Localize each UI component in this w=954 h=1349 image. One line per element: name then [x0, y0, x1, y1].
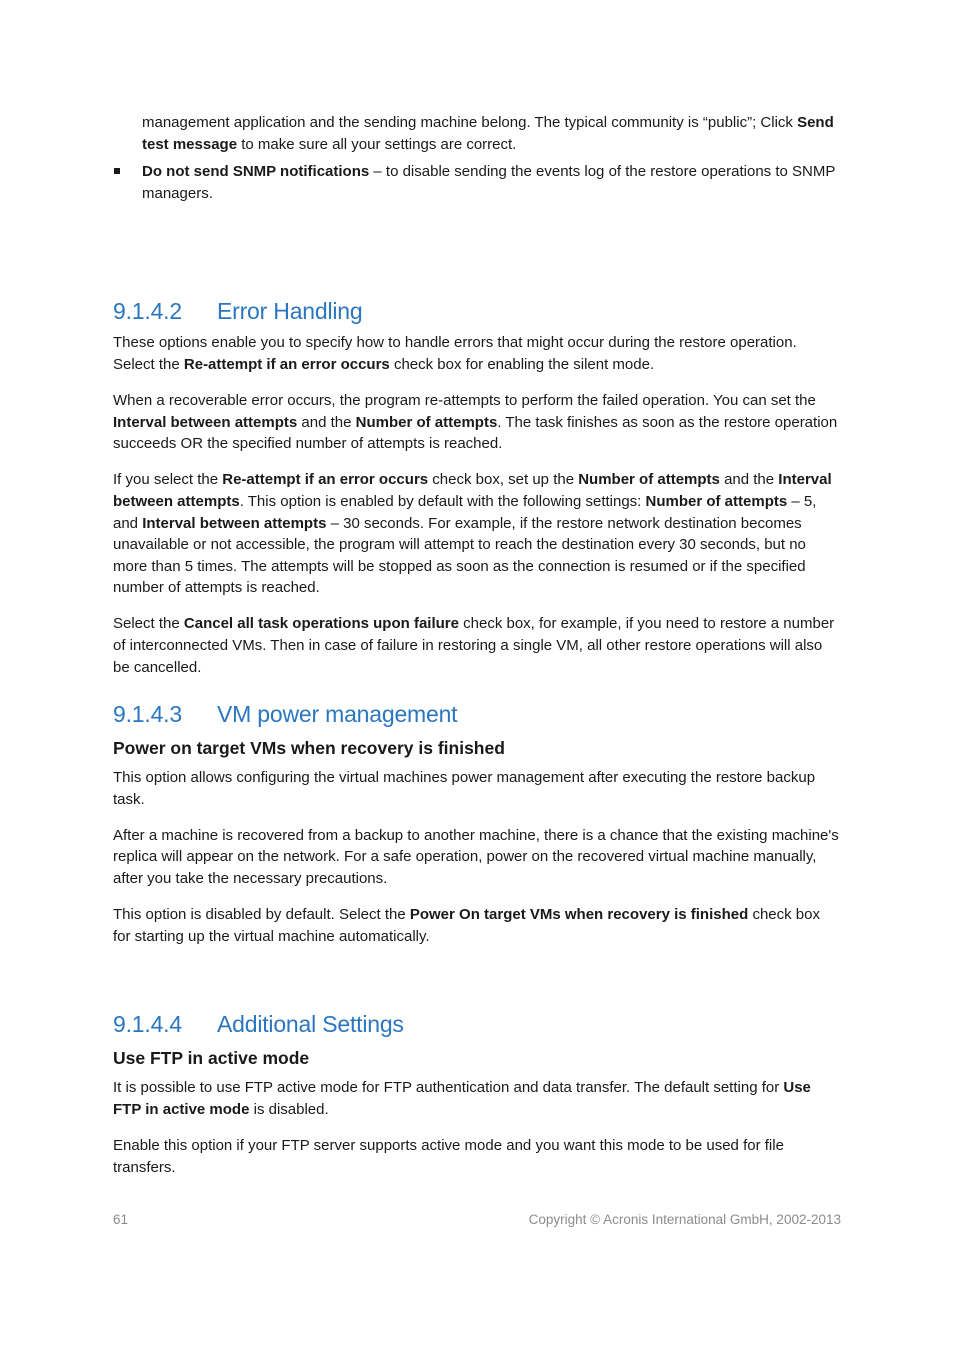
- page-footer: [113, 1212, 841, 1227]
- paragraph: When a recoverable error occurs, the program re-attempts to perform the failed operation. You can set the Interval between attempts and the Number of attempts. The task finishes as soon as the restore operation succeeds OR the specified number of attempts is reached.: [113, 392, 838, 453]
- paragraph: Enable this option if your FTP server supports active mode and you want this mode to be used for file transfers.: [113, 1137, 784, 1176]
- paragraph: If you select the Re-attempt if an error occurs check box, set up the Number of attempts and the Interval between attempts. This option is enabled by default with the following settings: Number of attempts – 5, and Interval between attempts – 30 seconds. For example, if the restore network destination becomes unavailable or not accessible, the program will attempt to reach the destination every 30 seconds, but no more than 5 times. The attempts will be stopped as soon as the connection is resumed or if the specified number of attempts is reached.: [113, 471, 832, 597]
- paragraph: This option allows configuring the virtual machines power management after executing the restore backup task.: [113, 769, 816, 808]
- subheading-ftp-active-mode: Use FTP in active mode: [113, 1048, 310, 1069]
- copyright-text: Copyright © Acronis International GmbH, 2002-2013: [528, 1212, 841, 1227]
- section-heading-vm-power-management: 9.1.4.3 VM power management: [113, 701, 458, 728]
- paragraph: It is possible to use FTP active mode for FTP authentication and data transfer. The default setting for Use FTP in active mode is disabled.: [113, 1079, 811, 1118]
- paragraph: These options enable you to specify how to handle errors that might occur during the restore operation. Select the Re-attempt if an error occurs check box for enabling the silent mode.: [113, 334, 797, 373]
- page-number: 61: [113, 1212, 129, 1227]
- intro-paragraph: management application and the sending machine belong. The typical community is “public”; Click Send test message to make sure all your settings are correct.: [142, 114, 834, 153]
- section-heading-error-handling: 9.1.4.2 Error Handling: [113, 298, 363, 325]
- paragraph: After a machine is recovered from a backup to another machine, there is a chance that the existing machine's replica will appear on the network. For a safe operation, power on the recovered virtual machine manually, after you take the necessary precautions.: [113, 826, 839, 888]
- section-heading-additional-settings: 9.1.4.4 Additional Settings: [113, 1011, 404, 1038]
- document-page: [113, 112, 841, 1178]
- subheading-power-on: Power on target VMs when recovery is finished: [113, 738, 505, 759]
- paragraph: This option is disabled by default. Select the Power On target VMs when recovery is finished check box for starting up the virtual machine automatically.: [113, 906, 820, 945]
- bullet-marker: [114, 168, 120, 174]
- bullet-item-snmp: Do not send SNMP notifications – to disable sending the events log of the restore operations to SNMP managers.: [113, 161, 841, 204]
- paragraph: Select the Cancel all task operations upon failure check box, for example, if you need to restore a number of interconnected VMs. Then in case of failure in restoring a single VM, all other restore operations will also be cancelled.: [113, 615, 835, 676]
